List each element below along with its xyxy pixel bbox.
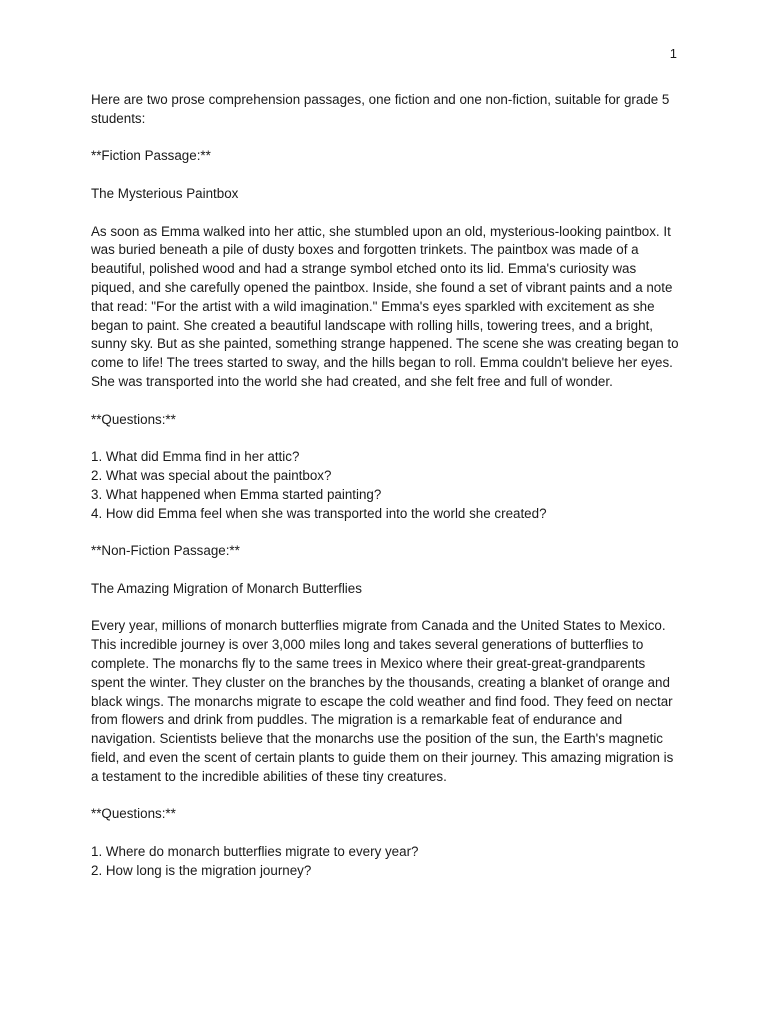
question-item: 2. What was special about the paintbox?: [91, 467, 332, 483]
fiction-title: The Mysterious Paintbox: [91, 185, 239, 201]
fiction-heading: **Fiction Passage:**: [91, 148, 211, 164]
nonfiction-heading: **Non-Fiction Passage:**: [91, 543, 240, 559]
nonfiction-passage: Every year, millions of monarch butterflies migrate from Canada and the United States to Mexico. This incredible journey is over 3,000 miles long and takes several generations of butterflies to complete. The monarchs fly to the same trees in Mexico where their great-great-grandparents spent the winter. They cluster on the branches by the thousands, creating a blanket of orange and black wings. The monarchs migrate to escape the cold weather and find food. They feed on nectar from flowers and drink from puddles. The migration is a remarkable feat of endurance and navigation. Scientists believe that the monarchs use the position of the sun, the Earth's magnetic field, and even the scent of certain plants to guide them on their journey. This amazing migration is a testament to the incredible abilities of these tiny creatures.: [91, 618, 674, 784]
question-item: 1. What did Emma find in her attic?: [91, 449, 300, 465]
nonfiction-questions-list: [91, 843, 681, 881]
intro-paragraph: Here are two prose comprehension passages, one fiction and one non-fiction, suitable for grade 5 students:: [91, 92, 670, 126]
question-item: 3. What happened when Emma started painting?: [91, 486, 382, 502]
fiction-passage: As soon as Emma walked into her attic, she stumbled upon an old, mysterious-looking paintbox. It was buried beneath a pile of dusty boxes and forgotten trinkets. The paintbox was made of a beautiful, polished wood and had a strange symbol etched onto its lid. Emma's curiosity was piqued, and she carefully opened the paintbox. Inside, she found a set of vibrant paints and a note that read: "For the artist with a wild imagination." Emma's eyes sparkled with excitement as she began to paint. She created a beautiful landscape with rolling hills, towering trees, and a bright, sunny sky. But as she painted, something strange happened. The scene she was creating began to come to life! The trees started to sway, and the hills began to roll. Emma couldn't believe her eyes. She was transported into the world she had created, and she felt free and full of wonder.: [91, 223, 679, 389]
fiction-questions-list: [91, 448, 681, 523]
nonfiction-questions-heading: **Questions:**: [91, 806, 176, 822]
nonfiction-title: The Amazing Migration of Monarch Butterflies: [91, 580, 362, 596]
question-item: 1. Where do monarch butterflies migrate to every year?: [91, 843, 419, 859]
question-item: 2. How long is the migration journey?: [91, 862, 312, 878]
document-body: [91, 91, 681, 899]
question-item: 4. How did Emma feel when she was transported into the world she created?: [91, 505, 547, 521]
fiction-questions-heading: **Questions:**: [91, 411, 176, 427]
page-number: 1: [669, 46, 677, 61]
